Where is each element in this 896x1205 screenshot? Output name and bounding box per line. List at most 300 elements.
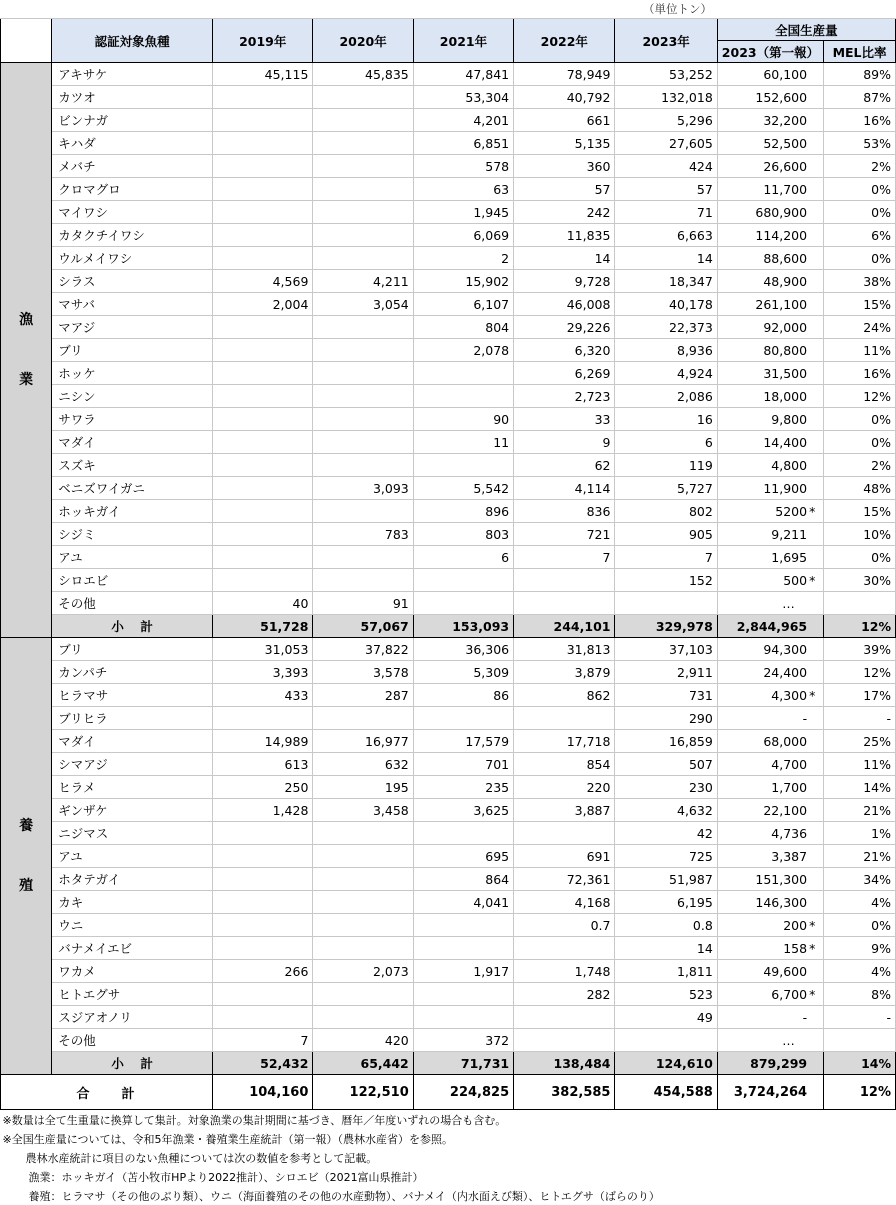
value-y2021: 701 [413, 753, 513, 776]
national-value: 500 [783, 572, 808, 588]
species-name: ヒラマサ [52, 684, 213, 707]
value-y2023: 14 [615, 937, 717, 960]
value-y2020: 420 [313, 1029, 413, 1052]
mel-ratio: 10% [824, 523, 896, 546]
value-y2020 [313, 845, 413, 868]
table-row [1, 983, 896, 1006]
table-row [1, 776, 896, 799]
national-production [717, 431, 823, 454]
value-y2023: 152 [615, 569, 717, 592]
species-name: ホタテガイ [52, 868, 213, 891]
species-name: ブリヒラ [52, 707, 213, 730]
national-production [717, 500, 823, 523]
national-value: 261,100 [755, 296, 808, 312]
mel-ratio: 6% [824, 224, 896, 247]
value-y2019 [213, 454, 313, 477]
national-value: 4,800 [771, 457, 808, 473]
mel-ratio: 48% [824, 477, 896, 500]
table-row [1, 385, 896, 408]
value-y2020 [313, 500, 413, 523]
species-name: シラス [52, 270, 213, 293]
fishery-subtotal-row [1, 615, 896, 638]
value-y2022: 836 [514, 500, 615, 523]
value-y2020 [313, 1006, 413, 1029]
value-y2021 [413, 983, 513, 1006]
species-name: カツオ [52, 86, 213, 109]
value-y2022 [514, 707, 615, 730]
value-y2021: 6 [413, 546, 513, 569]
value-y2019: 3,393 [213, 661, 313, 684]
value-y2021 [413, 914, 513, 937]
mel-ratio: 25% [824, 730, 896, 753]
value-y2023: 230 [615, 776, 717, 799]
value-y2019 [213, 477, 313, 500]
value-y2020: 16,977 [313, 730, 413, 753]
value-y2019 [213, 845, 313, 868]
table-row [1, 224, 896, 247]
species-name: マイワシ [52, 201, 213, 224]
value-y2020: 632 [313, 753, 413, 776]
year-header-2020: 2020年 [313, 19, 413, 63]
national-production [717, 684, 823, 707]
value-y2020 [313, 201, 413, 224]
value-y2023 [615, 592, 717, 615]
footnote-text: 漁業：ホッキガイ（苫小牧市HPより2022推計）、シロエビ（2021富山県推計） [28, 1170, 424, 1184]
subtotal-y2021: 71,731 [413, 1052, 513, 1075]
species-name: ホッキガイ [52, 500, 213, 523]
national-value: 158 [783, 940, 808, 956]
total-y2022: 382,585 [514, 1075, 615, 1110]
national-value: - [802, 1009, 808, 1025]
value-y2023: 16 [615, 408, 717, 431]
national-production [717, 914, 823, 937]
value-y2022: 5,135 [514, 132, 615, 155]
national-value: 80,800 [763, 342, 808, 358]
value-y2022: 57 [514, 178, 615, 201]
table-row [1, 822, 896, 845]
national-production [717, 822, 823, 845]
national-value: 52,500 [763, 135, 808, 151]
subtotal-y2021: 153,093 [413, 615, 513, 638]
species-name: バナメイエビ [52, 937, 213, 960]
national-value: 152,600 [755, 89, 808, 105]
subtotal-ratio: 14% [824, 1052, 896, 1075]
value-y2021 [413, 362, 513, 385]
value-y2023 [615, 1029, 717, 1052]
table-row [1, 707, 896, 730]
subtotal-ratio: 12% [824, 615, 896, 638]
value-y2021: 5,309 [413, 661, 513, 684]
subtotal-y2022: 138,484 [514, 1052, 615, 1075]
mel-ratio [824, 592, 896, 615]
national-value: 680,900 [755, 204, 808, 220]
national-value: 32,200 [763, 112, 808, 128]
value-y2021: 2,078 [413, 339, 513, 362]
value-y2019: 433 [213, 684, 313, 707]
value-y2022: 282 [514, 983, 615, 1006]
value-y2022 [514, 1006, 615, 1029]
subtotal-y2019: 51,728 [213, 615, 313, 638]
national-production [717, 316, 823, 339]
value-y2019 [213, 86, 313, 109]
value-y2023: 49 [615, 1006, 717, 1029]
species-name: ヒトエグサ [52, 983, 213, 1006]
value-y2023: 8,936 [615, 339, 717, 362]
value-y2023: 42 [615, 822, 717, 845]
value-y2023: 37,103 [615, 638, 717, 661]
national-production [717, 730, 823, 753]
table-row [1, 868, 896, 891]
species-name: アユ [52, 845, 213, 868]
value-y2019 [213, 385, 313, 408]
value-y2019: 250 [213, 776, 313, 799]
value-y2023: 132,018 [615, 86, 717, 109]
mel-ratio: 11% [824, 339, 896, 362]
value-y2022: 4,168 [514, 891, 615, 914]
national-value: 92,000 [763, 319, 808, 335]
value-y2019: 613 [213, 753, 313, 776]
value-y2019 [213, 983, 313, 1006]
value-y2019 [213, 155, 313, 178]
value-y2021: 803 [413, 523, 513, 546]
species-name: マダイ [52, 730, 213, 753]
species-name: シジミ [52, 523, 213, 546]
national-value: 26,600 [763, 158, 808, 174]
value-y2019: 4,569 [213, 270, 313, 293]
mel-ratio: 39% [824, 638, 896, 661]
mel-ratio: - [824, 1006, 896, 1029]
value-y2023: 424 [615, 155, 717, 178]
mel-ratio: 1% [824, 822, 896, 845]
value-y2022: 3,887 [514, 799, 615, 822]
national-production [717, 1006, 823, 1029]
national-production [717, 362, 823, 385]
value-y2019: 7 [213, 1029, 313, 1052]
mel-ratio: 12% [824, 385, 896, 408]
value-y2021: 86 [413, 684, 513, 707]
value-y2022: 360 [514, 155, 615, 178]
value-y2021: 36,306 [413, 638, 513, 661]
value-y2019 [213, 937, 313, 960]
value-y2019 [213, 431, 313, 454]
national-value: 48,900 [763, 273, 808, 289]
national-value: 22,100 [763, 802, 808, 818]
value-y2020 [313, 316, 413, 339]
species-name: アキサケ [52, 63, 213, 86]
value-y2023: 22,373 [615, 316, 717, 339]
national-value: 60,100 [763, 66, 808, 82]
national-production [717, 776, 823, 799]
value-y2021: 1,917 [413, 960, 513, 983]
estimate-mark: * [809, 687, 816, 703]
value-y2020 [313, 247, 413, 270]
value-y2022: 78,949 [514, 63, 615, 86]
national-value: 6,700 [771, 986, 808, 1002]
mel-ratio: 15% [824, 500, 896, 523]
value-y2021 [413, 1006, 513, 1029]
mel-ratio: 24% [824, 316, 896, 339]
table-row [1, 63, 896, 86]
species-name: マサバ [52, 293, 213, 316]
value-y2022 [514, 592, 615, 615]
value-y2021: 695 [413, 845, 513, 868]
national-production [717, 293, 823, 316]
table-row [1, 684, 896, 707]
value-y2022: 11,835 [514, 224, 615, 247]
value-y2020: 91 [313, 592, 413, 615]
value-y2019 [213, 822, 313, 845]
species-name: ビンナガ [52, 109, 213, 132]
national-value: 49,600 [763, 963, 808, 979]
value-y2020 [313, 822, 413, 845]
species-name: マアジ [52, 316, 213, 339]
year-header-2023: 2023年 [615, 19, 717, 63]
mel-ratio: 0% [824, 546, 896, 569]
table-row [1, 316, 896, 339]
total-y2020: 122,510 [313, 1075, 413, 1110]
species-name: その他 [52, 1029, 213, 1052]
subtotal-label: 小 計 [52, 615, 213, 638]
value-y2023: 57 [615, 178, 717, 201]
value-y2020 [313, 454, 413, 477]
national-production-header: 全国生産量 [717, 19, 895, 41]
species-name: ニジマス [52, 822, 213, 845]
national-value: 18,000 [763, 388, 808, 404]
value-y2023: 0.8 [615, 914, 717, 937]
mel-ratio: 21% [824, 845, 896, 868]
estimate-mark: * [809, 917, 816, 933]
value-y2020: 3,093 [313, 477, 413, 500]
value-y2022: 6,320 [514, 339, 615, 362]
value-y2020 [313, 707, 413, 730]
value-y2022: 242 [514, 201, 615, 224]
value-y2023: 14 [615, 247, 717, 270]
value-y2020 [313, 891, 413, 914]
value-y2020: 37,822 [313, 638, 413, 661]
species-name: カタクチイワシ [52, 224, 213, 247]
table-row [1, 661, 896, 684]
value-y2020: 3,578 [313, 661, 413, 684]
value-y2019 [213, 891, 313, 914]
value-y2019: 266 [213, 960, 313, 983]
value-y2023: 51,987 [615, 868, 717, 891]
mel-ratio: 0% [824, 408, 896, 431]
value-y2023: 905 [615, 523, 717, 546]
estimate-mark: * [809, 986, 816, 1002]
value-y2020 [313, 178, 413, 201]
mel-ratio: 53% [824, 132, 896, 155]
value-y2022: 17,718 [514, 730, 615, 753]
species-name: クロマグロ [52, 178, 213, 201]
value-y2023: 6,195 [615, 891, 717, 914]
value-y2022: 862 [514, 684, 615, 707]
table-row [1, 109, 896, 132]
table-row [1, 730, 896, 753]
value-y2021: 804 [413, 316, 513, 339]
table-row [1, 546, 896, 569]
footnote-row [1, 1148, 896, 1167]
mel-ratio: 0% [824, 201, 896, 224]
value-y2023: 40,178 [615, 293, 717, 316]
national-production [717, 155, 823, 178]
estimate-mark: * [809, 940, 816, 956]
value-y2019 [213, 132, 313, 155]
national-production: … [717, 1029, 823, 1052]
table-row [1, 362, 896, 385]
value-y2021: 578 [413, 155, 513, 178]
value-y2020: 287 [313, 684, 413, 707]
value-y2023: 802 [615, 500, 717, 523]
national-production [717, 454, 823, 477]
national-value: 9,800 [771, 411, 808, 427]
mel-ratio: 2% [824, 454, 896, 477]
value-y2021 [413, 592, 513, 615]
subtotal-y2023: 124,610 [615, 1052, 717, 1075]
value-y2022: 62 [514, 454, 615, 477]
value-y2022: 661 [514, 109, 615, 132]
value-y2021: 372 [413, 1029, 513, 1052]
mel-ratio: 0% [824, 431, 896, 454]
national-value: 5200 [775, 503, 808, 519]
value-y2023: 5,727 [615, 477, 717, 500]
subtotal-label: 小 計 [52, 1052, 213, 1075]
table-row [1, 201, 896, 224]
value-y2020: 3,054 [313, 293, 413, 316]
mel-ratio: 12% [824, 661, 896, 684]
mel-ratio: 2% [824, 155, 896, 178]
value-y2020: 4,211 [313, 270, 413, 293]
subtotal-y2020: 65,442 [313, 1052, 413, 1075]
value-y2021: 1,945 [413, 201, 513, 224]
national-production [717, 477, 823, 500]
total-ratio: 12% [824, 1075, 896, 1110]
value-y2019 [213, 316, 313, 339]
species-name: スジアオノリ [52, 1006, 213, 1029]
year-header-2021: 2021年 [413, 19, 513, 63]
value-y2022: 2,723 [514, 385, 615, 408]
value-y2022: 29,226 [514, 316, 615, 339]
table-row [1, 960, 896, 983]
species-name: シロエビ [52, 569, 213, 592]
mel-ratio [824, 1029, 896, 1052]
value-y2023: 523 [615, 983, 717, 1006]
grand-total-row [1, 1075, 896, 1110]
estimate-mark: * [809, 572, 816, 588]
national-production [717, 224, 823, 247]
table-row [1, 845, 896, 868]
national-production [717, 109, 823, 132]
national-2023-header: 2023（第一報） [717, 41, 823, 63]
mel-ratio-header: MEL比率 [824, 41, 896, 63]
corner-cell [1, 19, 52, 63]
table-row [1, 408, 896, 431]
value-y2020 [313, 983, 413, 1006]
national-value: 68,000 [763, 733, 808, 749]
footnote-row [1, 1167, 896, 1186]
value-y2022: 220 [514, 776, 615, 799]
species-name: ホッケ [52, 362, 213, 385]
species-name: ウニ [52, 914, 213, 937]
value-y2020 [313, 937, 413, 960]
value-y2019 [213, 247, 313, 270]
table-row [1, 293, 896, 316]
species-name: ウルメイワシ [52, 247, 213, 270]
value-y2020 [313, 224, 413, 247]
value-y2022: 3,879 [514, 661, 615, 684]
table-row [1, 454, 896, 477]
value-y2022 [514, 937, 615, 960]
value-y2020 [313, 86, 413, 109]
mel-ratio: 4% [824, 891, 896, 914]
national-value: 9,211 [771, 526, 808, 542]
table-row [1, 569, 896, 592]
value-y2020 [313, 339, 413, 362]
mel-ratio: 87% [824, 86, 896, 109]
value-y2019 [213, 914, 313, 937]
national-value: 14,400 [763, 434, 808, 450]
species-name: アユ [52, 546, 213, 569]
value-y2021: 896 [413, 500, 513, 523]
species-name: シマアジ [52, 753, 213, 776]
value-y2019: 40 [213, 592, 313, 615]
value-y2020: 2,073 [313, 960, 413, 983]
footnote-row [1, 1186, 896, 1205]
mel-ratio: 34% [824, 868, 896, 891]
value-y2021: 235 [413, 776, 513, 799]
value-y2023: 1,811 [615, 960, 717, 983]
value-y2023: 7 [615, 546, 717, 569]
value-y2022 [514, 822, 615, 845]
table-row [1, 86, 896, 109]
value-y2021 [413, 822, 513, 845]
value-y2020 [313, 132, 413, 155]
national-production [717, 178, 823, 201]
value-y2021: 63 [413, 178, 513, 201]
species-name: カンパチ [52, 661, 213, 684]
mel-ratio: 4% [824, 960, 896, 983]
national-production [717, 523, 823, 546]
value-y2020 [313, 385, 413, 408]
value-y2019 [213, 546, 313, 569]
national-value: 24,400 [763, 664, 808, 680]
species-name: カキ [52, 891, 213, 914]
table-row [1, 523, 896, 546]
national-production [717, 937, 823, 960]
national-value: 31,500 [763, 365, 808, 381]
value-y2022: 4,114 [514, 477, 615, 500]
year-header-2022: 2022年 [514, 19, 615, 63]
national-production [717, 983, 823, 1006]
national-value: 151,300 [755, 871, 808, 887]
value-y2023: 4,632 [615, 799, 717, 822]
value-y2022: 9 [514, 431, 615, 454]
mel-ratio: 38% [824, 270, 896, 293]
national-value: 146,300 [755, 894, 808, 910]
subtotal-y2020: 57,067 [313, 615, 413, 638]
value-y2019 [213, 500, 313, 523]
subtotal-national: 879,299 [717, 1052, 823, 1075]
value-y2019 [213, 868, 313, 891]
mel-ratio: 30% [824, 569, 896, 592]
fishery-section-label: 漁 業 [1, 63, 52, 638]
national-production [717, 960, 823, 983]
value-y2020: 45,835 [313, 63, 413, 86]
mel-ratio: 14% [824, 776, 896, 799]
national-production [717, 132, 823, 155]
value-y2021: 3,625 [413, 799, 513, 822]
value-y2020 [313, 408, 413, 431]
value-y2021: 11 [413, 431, 513, 454]
